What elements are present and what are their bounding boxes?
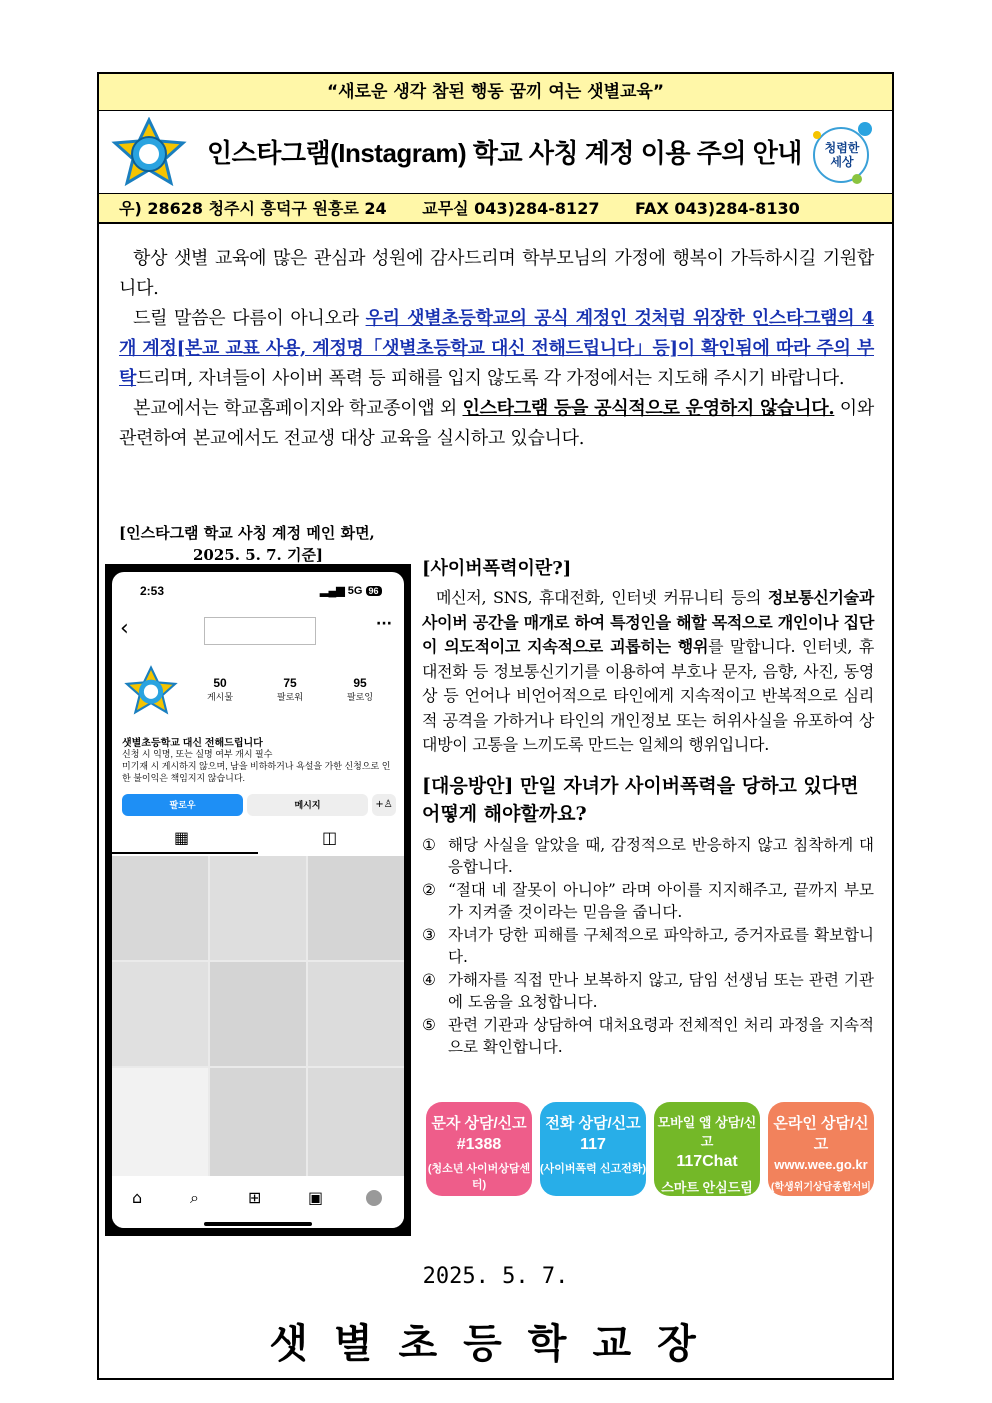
official-highlight: 인스타그램 등을 공식적으로 운영하지 않습니다.: [462, 398, 835, 419]
profile-name: 샛별초등학교 대신 전해드립니다: [122, 738, 263, 749]
issue-date: 2025. 5. 7.: [422, 1264, 569, 1289]
profile-bio: [122, 748, 394, 784]
post-tile[interactable]: [308, 856, 404, 960]
followers-label: 팔로워: [276, 692, 304, 702]
bio-line-2: 미기재 시 게시하지 않으며, 남을 비하하거나 욕설을 가한 신청으로 인한 불이익은 책임지지 않습니다.: [122, 761, 391, 783]
status-bar-right: [320, 584, 382, 597]
cyberbullying-heading: [사이버폭력이란?]: [422, 558, 572, 579]
office-phone: 교무실 043)284-8127: [422, 199, 600, 218]
integrity-logo-text: 청렴한 세상: [824, 141, 860, 169]
notice-body: [119, 244, 874, 454]
fax-number: FAX 043)284-8130: [635, 199, 800, 218]
integrity-logo: [807, 117, 877, 187]
phone-screenshot: [105, 564, 411, 1236]
following-count: 95: [353, 676, 367, 690]
post-tile[interactable]: [308, 962, 404, 1066]
post-tile[interactable]: [308, 1068, 404, 1176]
badge-org: (사이버폭력 신고전화): [540, 1163, 647, 1175]
page-title: 인스타그램(Instagram) 학교 사칭 계정 이용 주의 안내: [207, 138, 802, 168]
battery-badge: 96: [366, 586, 382, 596]
caption-line-1: [인스타그램 학교 사칭 계정 메인 화면,: [119, 524, 375, 542]
screenshot-caption: [119, 522, 375, 566]
add-user-icon[interactable]: +♙: [372, 794, 396, 816]
grid-tab-icon[interactable]: ▦: [174, 828, 190, 847]
help-badges: [426, 1102, 876, 1208]
list-item: [422, 834, 874, 879]
posts-grid: [112, 856, 404, 1176]
definition-intro: 메신저, SNS, 휴대전화, 인터넷 커뮤니티 등의: [436, 588, 768, 607]
followers-stat[interactable]: [270, 676, 310, 703]
title-bar: [99, 111, 892, 194]
instagram-screen: [112, 572, 404, 1228]
badge-text-counseling: [426, 1102, 532, 1196]
step-number: ④: [422, 970, 436, 989]
posts-stat[interactable]: [200, 676, 240, 703]
bottom-nav: [112, 1184, 404, 1228]
reels-icon[interactable]: ▣: [308, 1188, 324, 1207]
paragraph-official: [119, 394, 874, 454]
paragraph-warning: [119, 304, 874, 394]
warning-highlight: 우리 샛별초등학교의 공식 계정인 것처럼 위장한 인스타그램의 4개 계정[본교 교표 사용, 계정명「샛별초등학교 대신 전해드립니다」등]이 확인됨에 따라 주의 부탁: [119, 308, 875, 389]
notice-frame: [97, 72, 894, 1380]
step-number: ③: [422, 925, 436, 944]
badge-number: 117Chat: [676, 1153, 738, 1170]
list-item: [422, 969, 874, 1014]
cyberbullying-definition: [422, 586, 874, 758]
badge-org: 스마트 안심드림: [661, 1180, 753, 1195]
step-number: ②: [422, 880, 436, 899]
badge-phone-counseling: [540, 1102, 646, 1196]
more-options-icon[interactable]: ···: [376, 616, 392, 632]
post-tile[interactable]: [112, 962, 208, 1066]
home-icon[interactable]: ⌂: [132, 1188, 143, 1207]
create-icon[interactable]: ⊞: [248, 1188, 262, 1207]
post-tile[interactable]: [112, 856, 208, 960]
badge-online-counseling: [768, 1102, 874, 1208]
badge-title: 문자 상담/신고: [431, 1115, 527, 1132]
username-box: [204, 617, 316, 645]
step-text: 가해자를 직접 만나 보복하지 않고, 담임 선생님 또는 관련 기관에 도움을 요청합니다.: [448, 970, 874, 1011]
following-stat[interactable]: [340, 676, 380, 703]
post-tile[interactable]: [112, 1068, 208, 1176]
warning-intro: 드릴 말씀은 다름이 아니오라: [133, 308, 366, 329]
step-number: ⑤: [422, 1015, 436, 1034]
post-tile[interactable]: [210, 856, 306, 960]
search-icon[interactable]: ⌕: [190, 1188, 199, 1207]
post-tile[interactable]: [210, 1068, 306, 1176]
message-button[interactable]: 메시지: [247, 794, 368, 816]
badge-url: www.wee.go.kr: [774, 1157, 868, 1172]
step-text: 자녀가 당한 피해를 구체적으로 파악하고, 증거자료를 확보합니다.: [448, 925, 874, 966]
cyberbullying-section: [422, 554, 874, 1059]
status-time: 2:53: [140, 584, 165, 598]
badge-title: 전화 상담/신고: [545, 1115, 641, 1132]
paragraph-greeting: 항상 샛별 교육에 많은 관심과 성원에 감사드리며 학부모님의 가정에 행복이 가득하시길 기원합니다.: [119, 248, 874, 299]
tab-underline: [112, 852, 258, 854]
slogan-bar: “새로운 생각 참된 행동 꿈끼 여는 샛별교육”: [99, 74, 892, 111]
badge-title: 모바일 앱 상담/신고: [657, 1115, 757, 1149]
step-text: 관련 기관과 상담하여 대처요령과 전체적인 처리 과정을 지속적으로 확인합니다.: [448, 1015, 874, 1056]
followers-count: 75: [283, 676, 297, 690]
network-label: 5G: [347, 585, 363, 597]
caption-line-2: 2025. 5. 7. 기준]: [193, 546, 324, 564]
definition-highlight: 정보통신기술과 사이버 공간을 매개로 하여 특정인을 해할 목적으로 개인이나 집단이 의도적이고 지속적으로 괴롭히는 행위: [422, 588, 874, 656]
home-indicator: [204, 1222, 312, 1226]
follow-button[interactable]: 팔로우: [122, 794, 243, 816]
posts-label: 게시물: [206, 692, 234, 702]
list-item: [422, 879, 874, 924]
step-text: “절대 네 잘못이 아니야” 라며 아이를 지지해주고, 끝까지 부모가 지켜줄 것이라는 믿음을 줍니다.: [448, 880, 874, 921]
signal-icon: ▂▄▆: [320, 585, 345, 597]
official-intro: 본교에서는 학교홈페이지와 학교종이앱 외: [133, 398, 463, 419]
badge-number: #1388: [456, 1136, 502, 1153]
back-icon[interactable]: ‹: [120, 616, 129, 641]
badge-org: (학생위기상담종합서비스): [771, 1182, 871, 1208]
address-bar: [99, 194, 892, 224]
address: 우) 28628 청주시 흥덕구 원흥로 24: [119, 199, 387, 218]
bio-line-1: 신청 시 익명, 또는 실명 여부 개시 필수: [122, 749, 273, 759]
badge-title: 온라인 상담/신고: [773, 1115, 869, 1153]
post-tile[interactable]: [210, 962, 306, 1066]
badge-number: 117: [580, 1136, 606, 1153]
tagged-tab-icon[interactable]: ◫: [322, 828, 338, 847]
profile-icon[interactable]: [366, 1190, 382, 1206]
step-text: 해당 사실을 알았을 때, 감정적으로 반응하지 않고 침착하게 대응합니다.: [448, 835, 874, 876]
list-item: [422, 1014, 874, 1059]
badge-org: (청소년 사이버상담센터): [427, 1163, 531, 1191]
response-steps: [422, 834, 874, 1059]
signer: 샛별초등학교장: [269, 1320, 722, 1367]
posts-count: 50: [213, 676, 227, 690]
step-number: ①: [422, 835, 436, 854]
badge-app-counseling: [654, 1102, 760, 1196]
warning-rest: 드리며, 자녀들이 사이버 폭력 등 피해를 입지 않도록 각 가정에서는 지도해 주시기 바랍니다.: [136, 368, 845, 389]
school-logo-icon: [111, 117, 187, 189]
list-item: [422, 924, 874, 969]
following-label: 팔로잉: [346, 692, 374, 702]
definition-rest: 를 말합니다. 인터넷, 휴대전화 등 정보통신기기를 이용하여 부호나 문자, 음향, 사진, 동영상 등 언어나 비언어적으로 타인에게 지속적이고 반복적으로 심리적 공격을 가하거나 타인의 개인정보 또는 허위사실을 유포하여 상대방이 고통을 느끼도록 만드는 일체의 행위입니다.: [422, 637, 874, 754]
official-rest: 이와 관련하여 본교에서도 전교생 대상 교육을 실시하고 있습니다.: [119, 398, 874, 449]
response-heading: [대응방안] 만일 자녀가 사이버폭력을 당하고 있다면 어떻게 해야할까요?: [422, 774, 859, 825]
profile-avatar-icon: [124, 664, 178, 718]
